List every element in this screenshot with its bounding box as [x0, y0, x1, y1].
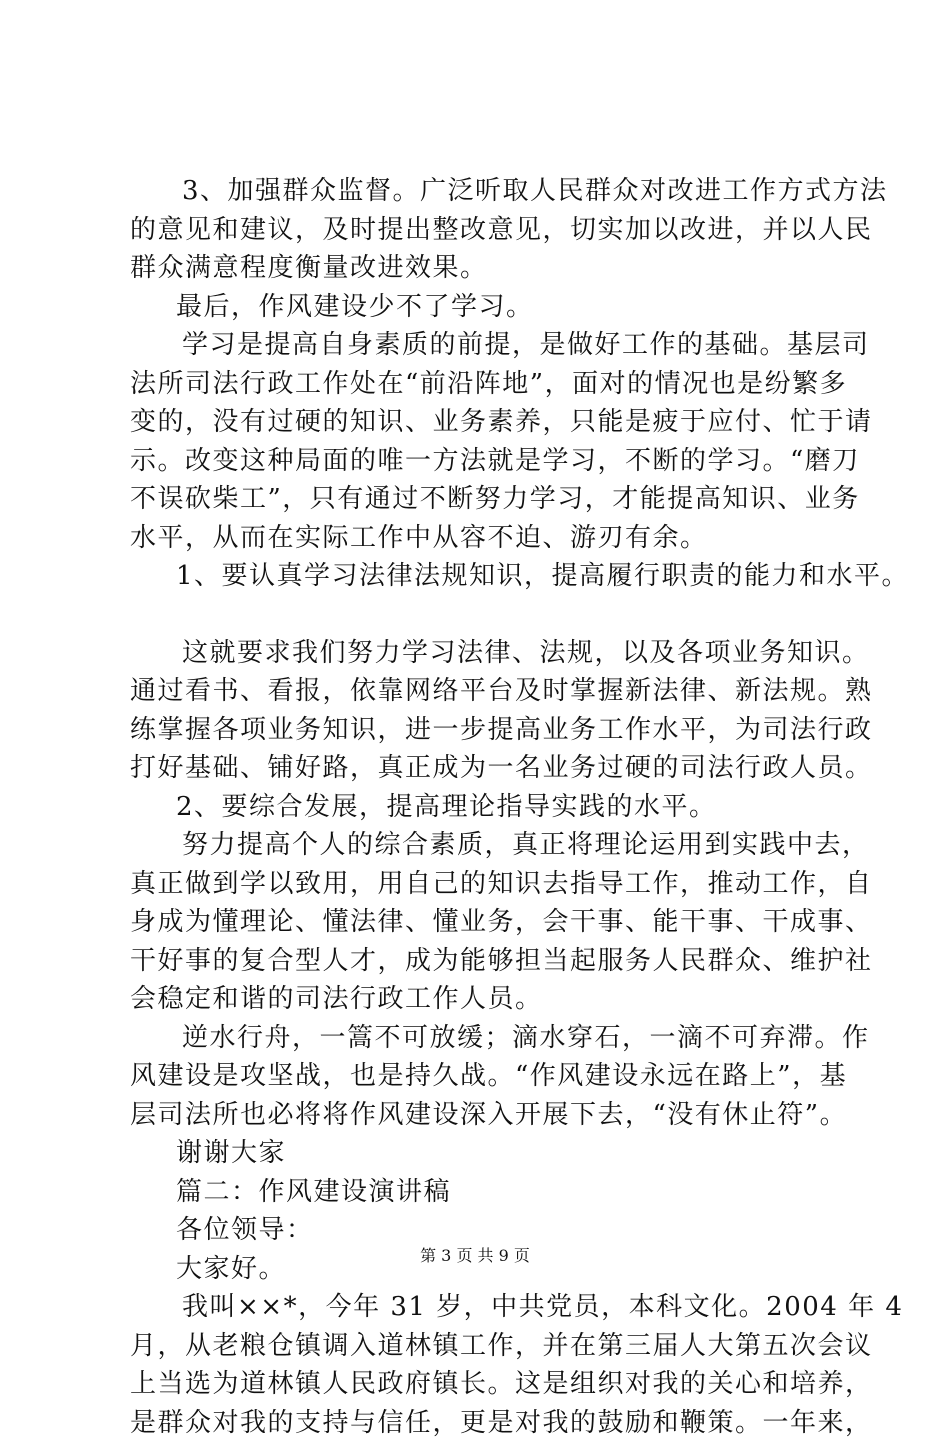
page-footer: 第 3 页 共 9 页 — [0, 1246, 950, 1266]
paragraph-line: 这就要求我们努力学习法律、法规，以及各项业务知识。 — [130, 634, 838, 673]
paragraph-line: 群众满意程度衡量改进效果。 — [130, 249, 838, 288]
paragraph-spacer — [130, 596, 838, 634]
paragraph-line: 我叫××*，今年 31 岁，中共党员，本科文化。2004 年 4 — [130, 1288, 838, 1327]
paragraph-line: 真正做到学以致用，用自己的知识去指导工作，推动工作，自 — [130, 865, 838, 904]
paragraph-line: 层司法所也必将将作风建设深入开展下去，“没有休止符”。 — [130, 1096, 838, 1135]
paragraph-line: 1、要认真学习法律法规知识，提高履行职责的能力和水平。 — [130, 557, 838, 596]
paragraph-line: 3、加强群众监督。广泛听取人民群众对改进工作方式方法 — [130, 172, 838, 211]
greeting-line: 大家好。 — [130, 1250, 838, 1289]
paragraph-line: 会稳定和谐的司法行政工作人员。 — [130, 980, 838, 1019]
paragraph-line: 努力提高个人的综合素质，真正将理论运用到实践中去， — [130, 826, 838, 865]
paragraph-line: 水平，从而在实际工作中从容不迫、游刃有余。 — [130, 519, 838, 558]
paragraph-line: 是群众对我的支持与信任，更是对我的鼓励和鞭策。一年来， — [130, 1404, 838, 1442]
paragraph-line: 2、要综合发展，提高理论指导实践的水平。 — [130, 788, 838, 827]
paragraph-line: 示。改变这种局面的唯一方法就是学习，不断的学习。“磨刀 — [130, 442, 838, 481]
paragraph-line: 干好事的复合型人才，成为能够担当起服务人民群众、维护社 — [130, 942, 838, 981]
paragraph-line: 练掌握各项业务知识，进一步提高业务工作水平，为司法行政 — [130, 711, 838, 750]
paragraph-line: 变的，没有过硬的知识、业务素养，只能是疲于应付、忙于请 — [130, 403, 838, 442]
paragraph-line: 不误砍柴工”，只有通过不断努力学习，才能提高知识、业务 — [130, 480, 838, 519]
paragraph-line: 风建设是攻坚战，也是持久战。“作风建设永远在路上”，基 — [130, 1057, 838, 1096]
section-heading: 篇二：作风建设演讲稿 — [130, 1173, 838, 1212]
paragraph-line: 打好基础、铺好路，真正成为一名业务过硬的司法行政人员。 — [130, 749, 838, 788]
paragraph-line: 身成为懂理论、懂法律、懂业务，会干事、能干事、干成事、 — [130, 903, 838, 942]
paragraph-line: 通过看书、看报，依靠网络平台及时掌握新法律、新法规。熟 — [130, 672, 838, 711]
paragraph-line: 谢谢大家 — [130, 1134, 838, 1173]
paragraph-line: 逆水行舟，一篙不可放缓；滴水穿石，一滴不可弃滞。作 — [130, 1019, 838, 1058]
paragraph-line: 月，从老粮仓镇调入道林镇工作，并在第三届人大第五次会议 — [130, 1327, 838, 1366]
paragraph-line: 法所司法行政工作处在“前沿阵地”，面对的情况也是纷繁多 — [130, 365, 838, 404]
paragraph-line: 学习是提高自身素质的前提，是做好工作的基础。基层司 — [130, 326, 838, 365]
paragraph-line: 最后，作风建设少不了学习。 — [130, 288, 838, 327]
paragraph-line: 的意见和建议，及时提出整改意见，切实加以改进，并以人民 — [130, 211, 838, 250]
salutation-line: 各位领导： — [130, 1211, 838, 1250]
paragraph-line: 上当选为道林镇人民政府镇长。这是组织对我的关心和培养， — [130, 1365, 838, 1404]
